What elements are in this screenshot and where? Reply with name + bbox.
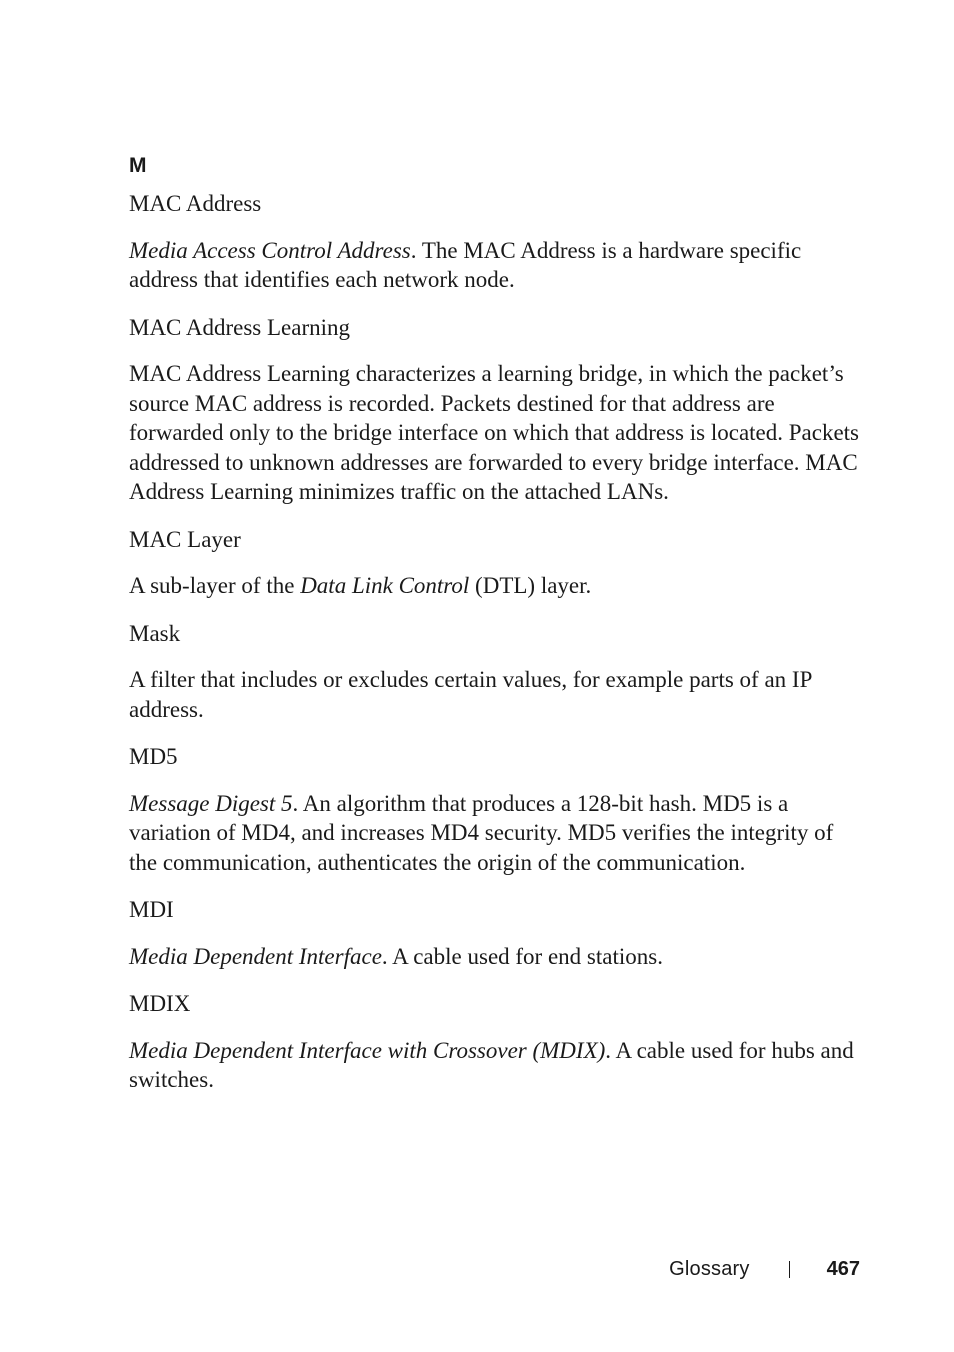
definition-text-before: A sub-layer of the [129,573,301,598]
definition-text: A filter that includes or excludes certain values, for example parts of an IP address. [129,667,812,722]
term-heading: MAC Address [129,191,262,216]
definition-text: . A cable used for hubs and switches. [129,1037,854,1092]
glossary-entry-md5 [129,742,859,877]
definition-text: . The MAC Address is a hardware specific address that identifies each network node. [129,237,802,292]
page-footer [669,1254,860,1284]
term-heading: MAC Layer [129,526,241,552]
glossary-entry-mac-address-learning [129,313,859,507]
definition-italic-term: Media Dependent Interface [129,943,382,969]
glossary-content [129,153,859,1113]
definition-italic-term: Media Access Control Address [129,237,411,263]
term-definition [129,942,859,972]
glossary-entry-mac-address [129,189,859,295]
term-heading: MD5 [129,744,178,769]
term-heading: MAC Address Learning [129,314,351,340]
term-heading: Mask [129,620,181,646]
definition-text: . An algorithm that produces a 128-bit hash. MD5 is a variation of MD4, and increases MD4 security. MD5 verifies the integrity of the communication, authenticates the origin of the communication. [129,790,834,875]
term-definition [129,359,859,507]
definition-text: . A cable used for end stations. [381,943,663,969]
footer-divider [789,1261,790,1278]
glossary-entry-mask [129,619,859,725]
glossary-entry-mdix [129,989,859,1095]
definition-italic-term: Media Dependent Interface with Crossover (MDIX) [129,1037,606,1063]
term-definition [129,571,859,601]
glossary-entry-mac-layer [129,525,859,601]
definition-italic-term: Message Digest 5 [129,790,293,816]
term-definition [129,236,859,295]
definition-text: MAC Address Learning characterizes a learning bridge, in which the packet’s source MAC address is recorded. Packets destined for that address are forwarded only to the bridge interface on which that address is located. Packets addressed to unknown addresses are forwarded to every bridge interface. MAC Address Learning minimizes traffic on the attached LANs. [129,361,860,504]
page-number: 467 [826,1258,860,1280]
footer-section-name: Glossary [669,1258,750,1280]
definition-italic-term: Data Link Control [300,573,470,598]
term-definition [129,789,859,878]
glossary-entry-mdi [129,895,859,971]
term-definition [129,1036,859,1095]
definition-text: (DTL) layer. [469,573,592,598]
term-heading: MDI [129,897,174,922]
term-definition [129,665,859,724]
term-heading: MDIX [129,991,191,1016]
section-letter-heading: M [129,154,147,177]
